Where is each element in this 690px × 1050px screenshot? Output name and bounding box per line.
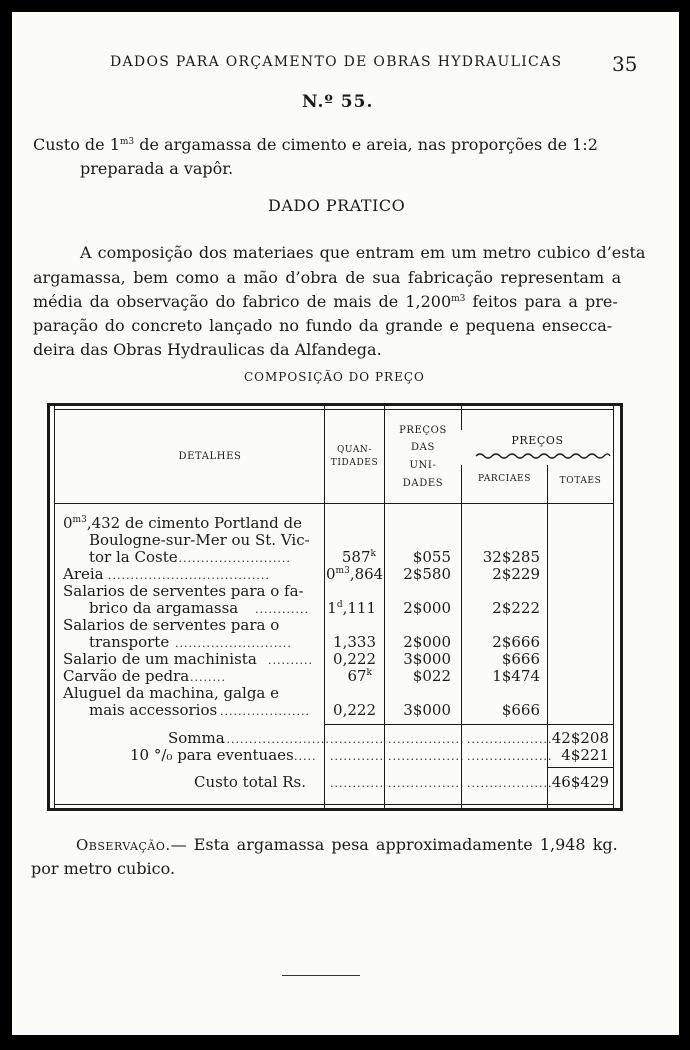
row-cimento-line-2: Boulogne-sur-Mer ou St. Vic- xyxy=(89,531,310,549)
somma-total: 42$208 xyxy=(551,729,609,747)
row-machinista-parcial: $666 xyxy=(501,650,540,668)
row-machinista-preco-unidade: 3$000 xyxy=(403,650,451,668)
row-areia-parcial: 2$229 xyxy=(492,565,540,583)
row-serventes-fabrico-line-1: Salarios de serventes para o fa- xyxy=(63,582,304,600)
table-frame-inner-right xyxy=(613,406,614,808)
row-serventes-transporte-line-1: Salarios de serventes para o xyxy=(63,616,280,634)
custo-total-leader-qty: ............ xyxy=(330,777,384,790)
row-machinista-label: Salario de um machinista xyxy=(63,650,257,668)
header-precos: PREÇOS xyxy=(511,434,564,447)
header-precos-unidades-4: DADES xyxy=(402,478,444,489)
row-machinista-leader: .......... xyxy=(268,654,313,667)
table-caption: COMPOSIÇÃO DO PREÇO xyxy=(244,370,425,384)
row-aluguel-preco-unidade: 3$000 xyxy=(403,701,451,719)
header-precos-unidades-1: PREÇOS xyxy=(399,425,447,436)
row-cimento-parcial: 32$285 xyxy=(482,548,540,566)
row-aluguel-quantidade: 0,222 xyxy=(333,701,376,719)
paragraph-line-3: média da observação do fabrico de mais de $1,200^{m3}$ feitos para a pre- xyxy=(33,292,618,311)
totals-top-rule xyxy=(325,724,613,725)
paragraph-line-1: A composição dos materiaes que entram em um metro cubico d’esta xyxy=(80,243,646,262)
row-aluguel-line-2: mais accessorios xyxy=(89,701,218,719)
row-serventes-fabrico-parcial: 2$222 xyxy=(492,599,540,617)
row-cimento-quantidade: 587$^k$ xyxy=(341,548,376,566)
row-carvao-parcial: 1$474 xyxy=(492,667,540,685)
row-carvao-label: Carvão de pedra xyxy=(63,667,190,685)
row-serventes-transporte-preco-unidade: 2$000 xyxy=(403,633,451,651)
row-aluguel-leader: .................... xyxy=(220,705,310,718)
header-bottom-rule xyxy=(54,503,613,504)
row-serventes-fabrico-preco-unidade: 2$000 xyxy=(403,599,451,617)
intro-line-2: preparada a vapôr. xyxy=(80,159,234,178)
row-areia-leader: .................................... xyxy=(108,569,270,582)
paragraph-line-4: paração do concreto lançado no fundo da grande e pequena ensecca- xyxy=(33,316,613,335)
table-frame-inner-left xyxy=(54,406,55,808)
table-bottom-inner-rule xyxy=(54,804,613,805)
header-detalhes: DETALHES xyxy=(178,451,242,462)
somma-leader: ........................ xyxy=(222,733,330,746)
row-cimento-leader: .......................... xyxy=(174,552,291,565)
observacao-line-2: por metro cubico. xyxy=(31,859,176,878)
table-top-inner-rule xyxy=(54,409,613,410)
row-serventes-transporte-parcial: 2$666 xyxy=(492,633,540,651)
row-areia-preco-unidade: 2$580 xyxy=(403,565,451,583)
custo-total-label: Custo total Rs. xyxy=(194,773,307,791)
custo-total-value: 46$429 xyxy=(551,773,609,791)
eventuaes-total: 4$221 xyxy=(561,746,609,764)
row-carvao-quantidade: 67$^k$ xyxy=(347,667,372,685)
row-areia-label: Areia xyxy=(63,565,104,583)
row-serventes-transporte-quantidade: 1,333 xyxy=(333,633,376,651)
eventuaes-leader: ..... xyxy=(294,750,317,763)
row-cimento-line-1: $0^{m3},432$ de cimento Portland de xyxy=(63,514,302,532)
price-table xyxy=(47,403,623,811)
row-machinista-quantidade: 0,222 xyxy=(333,650,376,668)
row-aluguel-line-1: Aluguel da machina, galga e xyxy=(63,684,280,702)
row-carvao-preco-unidade: $022 xyxy=(412,667,451,685)
eventuaes-leader-unit: ................. xyxy=(388,750,465,763)
header-precos-unidades-3: UNI- xyxy=(409,460,437,471)
custo-total-leader-unit: ................. xyxy=(388,777,465,790)
row-serventes-fabrico-line-2: brico da argamassa xyxy=(89,599,239,617)
document-page xyxy=(12,12,679,1035)
row-serventes-transporte-leader: .......................... xyxy=(175,637,292,650)
row-carvao-leader: ........ xyxy=(190,671,226,684)
item-number: N.º 55. xyxy=(302,92,374,112)
running-title: DADOS PARA ORÇAMENTO DE OBRAS HYDRAULICAS xyxy=(110,54,563,70)
row-aluguel-parcial: $666 xyxy=(501,701,540,719)
eventuaes-leader-parcial: ................... xyxy=(467,750,553,763)
intro-line-1: Custo de $1^{m3}$ de argamassa de cimento e areia, nas proporções de 1:2 xyxy=(33,135,598,154)
paragraph-line-5: deira das Obras Hydraulicas da Alfandega. xyxy=(33,340,382,359)
row-serventes-fabrico-leader: ............ xyxy=(255,603,309,616)
row-serventes-transporte-line-2: transporte xyxy=(89,633,170,651)
section-subtitle: DADO PRATICO xyxy=(268,196,406,215)
somma-leader-qty: ............ xyxy=(330,733,384,746)
footer-rule xyxy=(282,975,360,976)
row-cimento-preco-unidade: $055 xyxy=(412,548,451,566)
eventuaes-leader-qty: ............ xyxy=(330,750,384,763)
paragraph-line-2: argamassa, bem como a mão d’obra de sua fabricação representam a xyxy=(33,268,622,287)
custo-total-rule xyxy=(548,767,613,768)
somma-leader-parcial: ................... xyxy=(467,733,553,746)
header-totaes: TOTAES xyxy=(559,476,602,486)
header-quantidades-1: QUAN- xyxy=(336,445,373,455)
somma-label: Somma xyxy=(168,729,225,747)
header-quantidades-2: TIDADES xyxy=(330,458,379,468)
custo-total-leader-parcial: ................... xyxy=(467,777,553,790)
page-number: 35 xyxy=(612,52,638,76)
header-parciaes: PARCIAES xyxy=(478,474,531,484)
row-areia-quantidade: $0^{m3},864$ xyxy=(326,565,384,583)
row-serventes-fabrico-quantidade: 1$^d$,111 xyxy=(327,599,376,617)
somma-leader-unit: ................. xyxy=(388,733,465,746)
row-cimento-line-3: tor la Coste xyxy=(89,548,178,566)
header-precos-wave-rule xyxy=(476,452,610,460)
observacao-line-1: Observação.— Esta argamassa pesa approximadamente 1,948 kg. xyxy=(76,835,618,854)
eventuaes-label: 10 °/₀ para eventuaes xyxy=(130,746,294,764)
header-precos-unidades-2: DAS xyxy=(411,442,435,453)
